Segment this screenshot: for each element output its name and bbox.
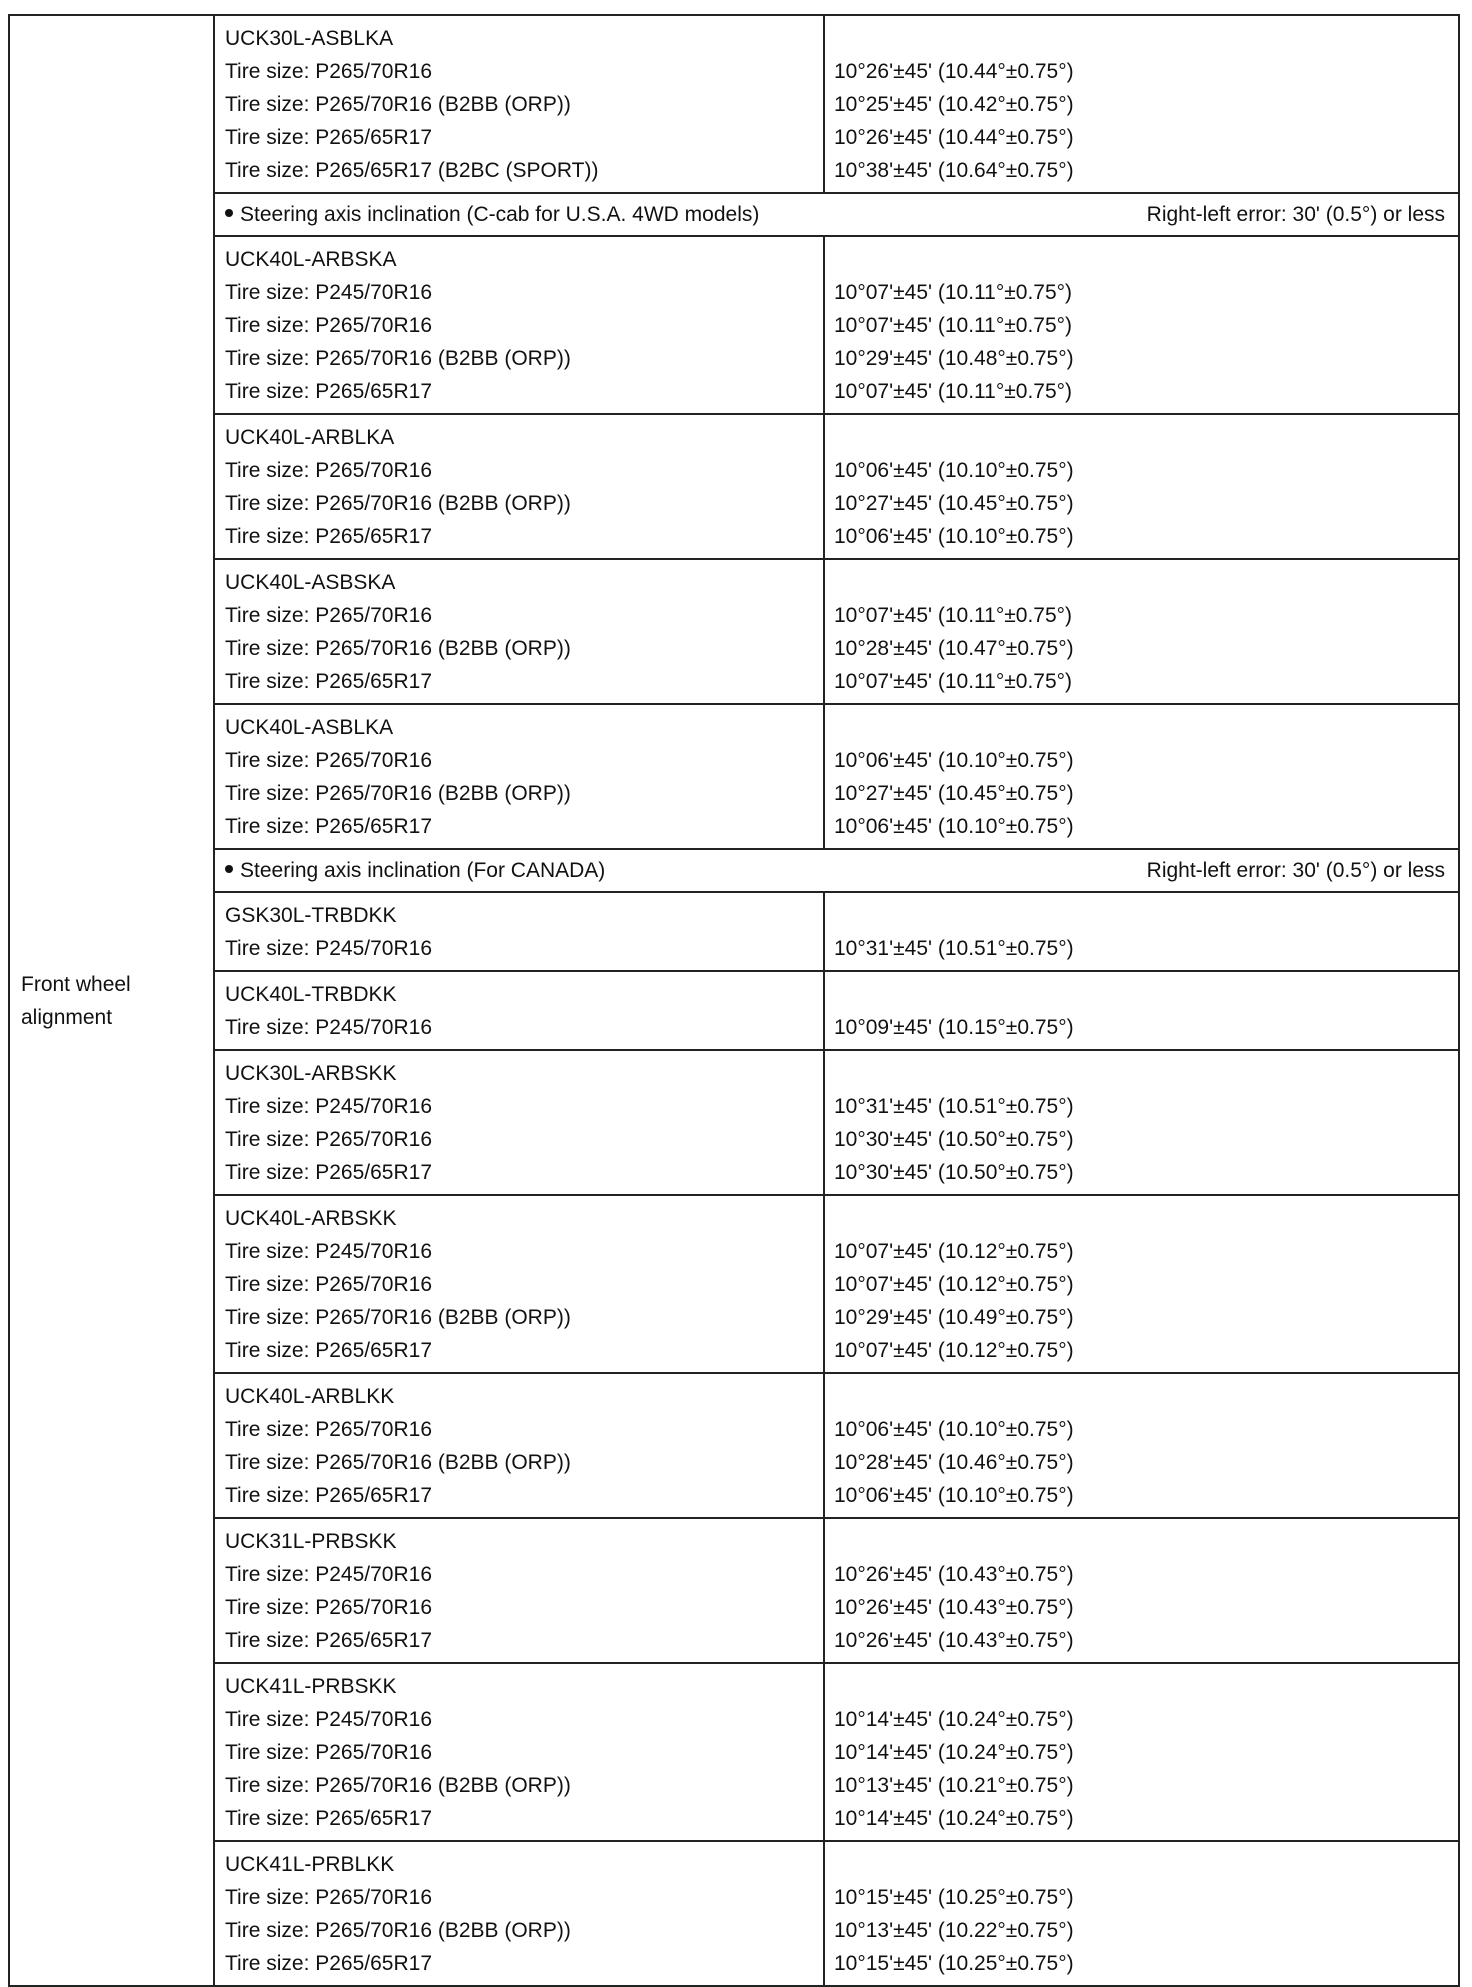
- value-spacer: [825, 1057, 1458, 1090]
- inclination-value: 10°15'±45' (10.25°±0.75°): [834, 1886, 1074, 1909]
- tire-size: Tire size: P265/70R16 (B2BB (ORP)): [225, 1774, 571, 1797]
- model-code: UCK30L-ASBLKA: [225, 27, 394, 50]
- tire-size: Tire size: P265/65R17: [225, 1807, 432, 1830]
- section-title-wrap: [225, 203, 759, 227]
- inclination-value: 10°38'±45' (10.64°±0.75°): [834, 159, 1074, 182]
- tire-size: Tire size: P265/70R16 (B2BB (ORP)): [225, 93, 571, 116]
- inclination-value: 10°09'±45' (10.15°±0.75°): [834, 1016, 1074, 1039]
- tire-size: Tire size: P265/70R16 (B2BB (ORP)): [225, 1451, 571, 1474]
- model-code: GSK30L-TRBDKK: [225, 904, 397, 927]
- inclination-value: 10°06'±45' (10.10°±0.75°): [834, 459, 1074, 482]
- model-cell: [214, 559, 824, 704]
- table-row: [9, 1841, 1459, 1986]
- table-row: [9, 1195, 1459, 1373]
- tire-size: Tire size: P265/65R17: [225, 815, 432, 838]
- table-row: [9, 1663, 1459, 1841]
- table-row: [9, 414, 1459, 559]
- value-spacer: [825, 899, 1458, 932]
- value-spacer: [825, 1848, 1458, 1881]
- value-spacer: [825, 1380, 1458, 1413]
- section-note: Right-left error: 30' (0.5°) or less: [1146, 202, 1445, 226]
- value-cell: [824, 1373, 1459, 1518]
- table-row: [9, 892, 1459, 971]
- value-spacer: [825, 566, 1458, 599]
- tire-size: Tire size: P245/70R16: [225, 1095, 432, 1118]
- model-cell: [214, 1663, 824, 1841]
- value-cell: [824, 971, 1459, 1050]
- tire-size: Tire size: P245/70R16: [225, 1240, 432, 1263]
- tire-size: Tire size: P265/70R16: [225, 1418, 432, 1441]
- tire-size: Tire size: P265/65R17: [225, 670, 432, 693]
- table-row: [9, 704, 1459, 849]
- model-cell: [214, 414, 824, 559]
- value-cell: [824, 1663, 1459, 1841]
- tire-size: Tire size: P265/70R16: [225, 459, 432, 482]
- inclination-value: 10°26'±45' (10.43°±0.75°): [834, 1563, 1074, 1586]
- tire-size: Tire size: P245/70R16: [225, 937, 432, 960]
- value-spacer: [825, 22, 1458, 55]
- section-header: [215, 850, 1458, 891]
- inclination-value: 10°28'±45' (10.47°±0.75°): [834, 637, 1074, 660]
- inclination-value: 10°15'±45' (10.25°±0.75°): [834, 1952, 1074, 1975]
- model-code: UCK40L-TRBDKK: [225, 983, 397, 1006]
- tire-size: Tire size: P265/70R16: [225, 314, 432, 337]
- value-cell: [824, 1050, 1459, 1195]
- model-code: UCK40L-ARBSKK: [225, 1207, 397, 1230]
- inclination-value: 10°30'±45' (10.50°±0.75°): [834, 1128, 1074, 1151]
- model-code: UCK40L-ARBLKA: [225, 426, 395, 449]
- value-cell: [824, 559, 1459, 704]
- inclination-value: 10°31'±45' (10.51°±0.75°): [834, 1095, 1074, 1118]
- section-header-cell: [214, 193, 1459, 236]
- bullet-icon: [225, 209, 233, 217]
- tire-size: Tire size: P265/65R17: [225, 126, 432, 149]
- inclination-value: 10°06'±45' (10.10°±0.75°): [834, 1418, 1074, 1441]
- inclination-value: 10°27'±45' (10.45°±0.75°): [834, 492, 1074, 515]
- model-code: UCK31L-PRBSKK: [225, 1530, 397, 1553]
- tire-size: Tire size: P265/70R16: [225, 60, 432, 83]
- inclination-value: 10°07'±45' (10.11°±0.75°): [834, 670, 1073, 693]
- inclination-value: 10°14'±45' (10.24°±0.75°): [834, 1807, 1074, 1830]
- table-row: [9, 971, 1459, 1050]
- inclination-value: 10°06'±45' (10.10°±0.75°): [834, 749, 1074, 772]
- inclination-value: 10°13'±45' (10.22°±0.75°): [834, 1919, 1074, 1942]
- inclination-value: 10°06'±45' (10.10°±0.75°): [834, 815, 1074, 838]
- inclination-value: 10°26'±45' (10.44°±0.75°): [834, 60, 1074, 83]
- section-title: Steering axis inclination (For CANADA): [240, 858, 606, 882]
- inclination-value: 10°07'±45' (10.11°±0.75°): [834, 604, 1073, 627]
- value-spacer: [825, 711, 1458, 744]
- tire-size: Tire size: P265/65R17: [225, 1339, 432, 1362]
- value-cell: [824, 892, 1459, 971]
- tire-size: Tire size: P265/70R16: [225, 1886, 432, 1909]
- inclination-value: 10°07'±45' (10.11°±0.75°): [834, 281, 1073, 304]
- value-cell: [824, 1841, 1459, 1986]
- inclination-value: 10°26'±45' (10.44°±0.75°): [834, 126, 1074, 149]
- model-code: UCK41L-PRBLKK: [225, 1853, 395, 1876]
- inclination-value: 10°26'±45' (10.43°±0.75°): [834, 1596, 1074, 1619]
- section-header: [215, 194, 1458, 235]
- tire-size: Tire size: P265/65R17: [225, 380, 432, 403]
- tire-size: Tire size: P245/70R16: [225, 1563, 432, 1586]
- model-code: UCK40L-ASBLKA: [225, 716, 394, 739]
- value-spacer: [825, 978, 1458, 1011]
- bullet-icon: [225, 865, 233, 873]
- tire-size: Tire size: P265/65R17: [225, 1952, 432, 1975]
- model-cell: [214, 15, 824, 193]
- section-header-row: [9, 849, 1459, 892]
- tire-size: Tire size: P265/65R17 (B2BC (SPORT)): [225, 159, 599, 182]
- tire-size: Tire size: P265/70R16 (B2BB (ORP)): [225, 637, 571, 660]
- section-header-cell: [214, 849, 1459, 892]
- inclination-value: 10°30'±45' (10.50°±0.75°): [834, 1161, 1074, 1184]
- model-code: UCK40L-ASBSKA: [225, 571, 396, 594]
- table-row: [9, 559, 1459, 704]
- inclination-value: 10°29'±45' (10.48°±0.75°): [834, 347, 1074, 370]
- tire-size: Tire size: P245/70R16: [225, 1708, 432, 1731]
- model-cell: [214, 236, 824, 414]
- inclination-value: 10°31'±45' (10.51°±0.75°): [834, 937, 1074, 960]
- tire-size: Tire size: P265/65R17: [225, 1629, 432, 1652]
- tire-size: Tire size: P265/70R16 (B2BB (ORP)): [225, 492, 571, 515]
- section-title: Steering axis inclination (C-cab for U.S.A. 4WD models): [240, 202, 760, 226]
- tire-size: Tire size: P265/70R16: [225, 1741, 432, 1764]
- model-cell: [214, 971, 824, 1050]
- tire-size: Tire size: P265/70R16: [225, 1128, 432, 1151]
- inclination-value: 10°27'±45' (10.45°±0.75°): [834, 782, 1074, 805]
- tire-size: Tire size: P265/70R16: [225, 749, 432, 772]
- table-row: [9, 1373, 1459, 1518]
- inclination-value: 10°26'±45' (10.43°±0.75°): [834, 1629, 1074, 1652]
- tire-size: Tire size: P265/70R16: [225, 1273, 432, 1296]
- value-cell: [824, 1518, 1459, 1663]
- inclination-value: 10°14'±45' (10.24°±0.75°): [834, 1741, 1074, 1764]
- inclination-value: 10°07'±45' (10.12°±0.75°): [834, 1339, 1074, 1362]
- inclination-value: 10°07'±45' (10.12°±0.75°): [834, 1273, 1074, 1296]
- model-cell: [214, 704, 824, 849]
- inclination-value: 10°14'±45' (10.24°±0.75°): [834, 1708, 1074, 1731]
- inclination-value: 10°07'±45' (10.11°±0.75°): [834, 380, 1073, 403]
- tire-size: Tire size: P265/65R17: [225, 1161, 432, 1184]
- spec-table-body: [9, 15, 1459, 1986]
- inclination-value: 10°07'±45' (10.11°±0.75°): [834, 314, 1073, 337]
- model-code: UCK41L-PRBSKK: [225, 1675, 397, 1698]
- inclination-value: 10°28'±45' (10.46°±0.75°): [834, 1451, 1074, 1474]
- model-code: UCK40L-ARBLKK: [225, 1385, 395, 1408]
- model-code: UCK40L-ARBSKA: [225, 248, 397, 271]
- tire-size: Tire size: P265/65R17: [225, 525, 432, 548]
- value-spacer: [825, 1670, 1458, 1703]
- inclination-value: 10°29'±45' (10.49°±0.75°): [834, 1306, 1074, 1329]
- tire-size: Tire size: P245/70R16: [225, 281, 432, 304]
- row-label-cell: [9, 15, 214, 1986]
- value-cell: [824, 15, 1459, 193]
- value-spacer: [825, 421, 1458, 454]
- value-cell: [824, 704, 1459, 849]
- row-label: Front wheel alignment: [21, 972, 131, 1029]
- value-spacer: [825, 1202, 1458, 1235]
- tire-size: Tire size: P265/70R16: [225, 1596, 432, 1619]
- tire-size: Tire size: P265/70R16: [225, 604, 432, 627]
- table-row: [9, 15, 1459, 193]
- tire-size: Tire size: P245/70R16: [225, 1016, 432, 1039]
- table-row: [9, 236, 1459, 414]
- tire-size: Tire size: P265/65R17: [225, 1484, 432, 1507]
- table-row: [9, 1050, 1459, 1195]
- inclination-value: 10°06'±45' (10.10°±0.75°): [834, 525, 1074, 548]
- inclination-value: 10°06'±45' (10.10°±0.75°): [834, 1484, 1074, 1507]
- value-cell: [824, 236, 1459, 414]
- section-header-row: [9, 193, 1459, 236]
- spec-table: [8, 14, 1460, 1987]
- tire-size: Tire size: P265/70R16 (B2BB (ORP)): [225, 347, 571, 370]
- value-spacer: [825, 1525, 1458, 1558]
- tire-size: Tire size: P265/70R16 (B2BB (ORP)): [225, 1919, 571, 1942]
- table-row: [9, 1518, 1459, 1663]
- value-cell: [824, 1195, 1459, 1373]
- section-title-wrap: [225, 859, 605, 883]
- inclination-value: 10°13'±45' (10.21°±0.75°): [834, 1774, 1074, 1797]
- value-cell: [824, 414, 1459, 559]
- model-cell: [214, 892, 824, 971]
- model-cell: [214, 1373, 824, 1518]
- tire-size: Tire size: P265/70R16 (B2BB (ORP)): [225, 1306, 571, 1329]
- model-cell: [214, 1841, 824, 1986]
- model-cell: [214, 1195, 824, 1373]
- model-cell: [214, 1518, 824, 1663]
- model-cell: [214, 1050, 824, 1195]
- section-note: Right-left error: 30' (0.5°) or less: [1146, 858, 1445, 882]
- inclination-value: 10°07'±45' (10.12°±0.75°): [834, 1240, 1074, 1263]
- tire-size: Tire size: P265/70R16 (B2BB (ORP)): [225, 782, 571, 805]
- inclination-value: 10°25'±45' (10.42°±0.75°): [834, 93, 1074, 116]
- model-code: UCK30L-ARBSKK: [225, 1062, 397, 1085]
- value-spacer: [825, 243, 1458, 276]
